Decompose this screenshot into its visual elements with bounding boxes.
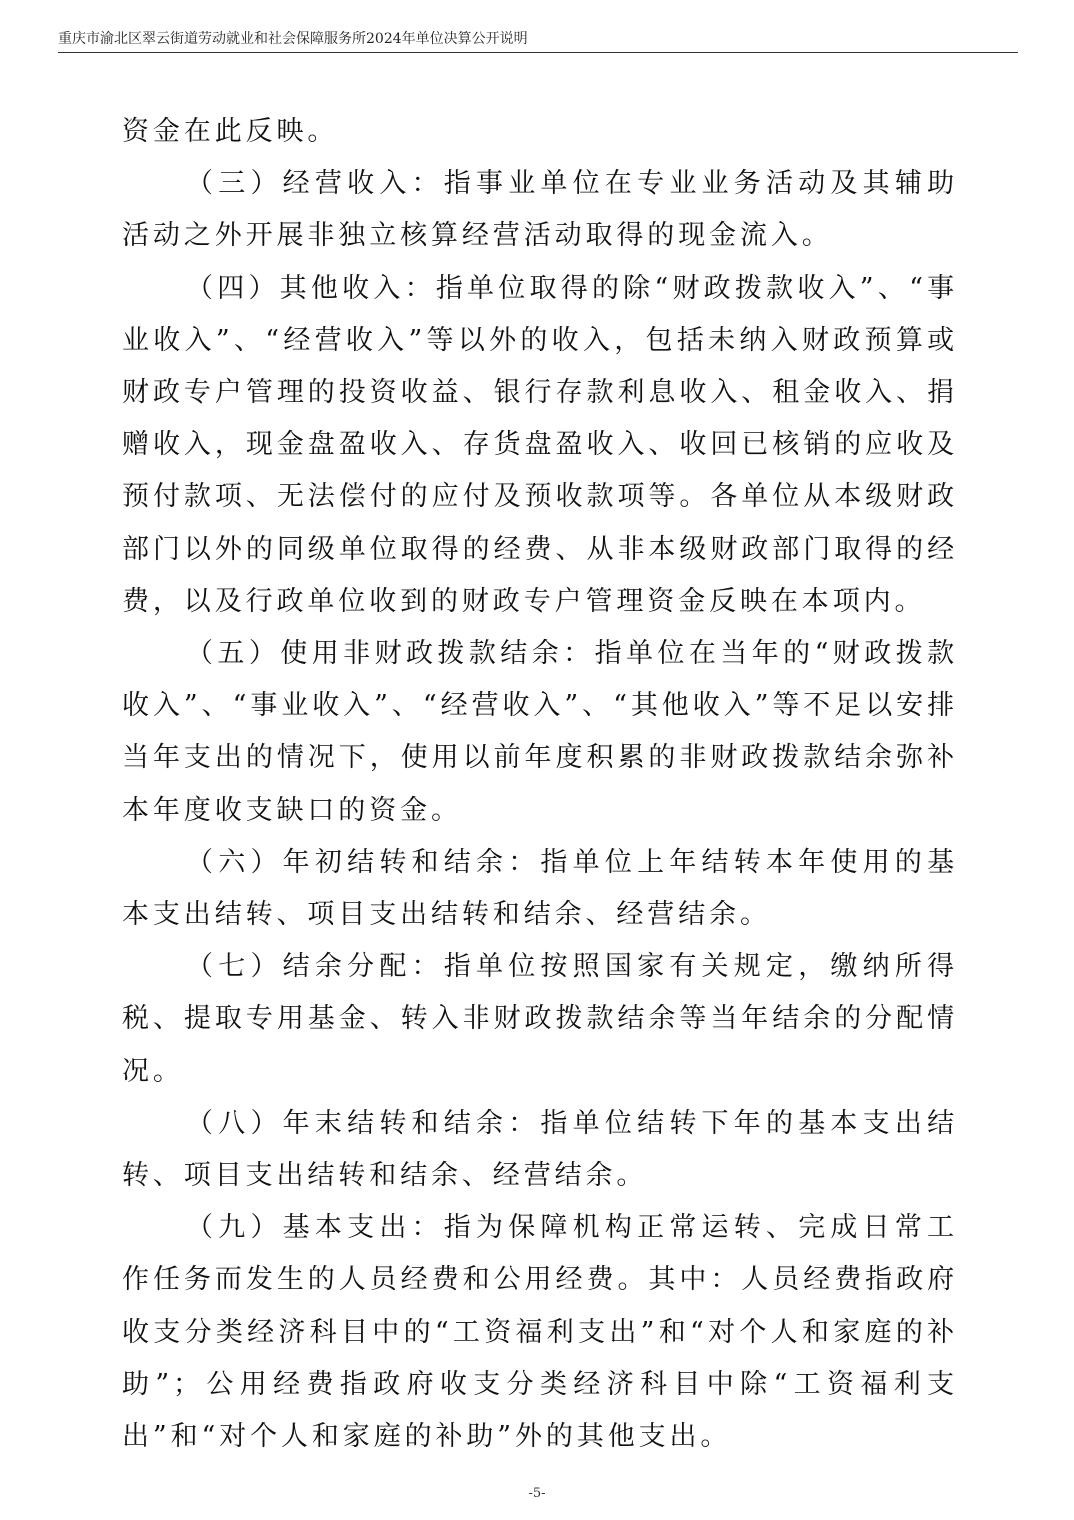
paragraph-beginning-carryover: （六）年初结转和结余：指单位上年结转本年使用的基本支出结转、项目支出结转和结余、经营结余。	[122, 846, 958, 931]
paragraph-other-income: （四）其他收入：指单位取得的除“财政拨款收入”、“事业收入”、“经营收入”等以外的收入，包括未纳入财政预算或财政专户管理的投资收益、银行存款利息收入、租金收入、捐赠收入，现金盘盈收入、存货盘盈收入、收回已核销的应收及预付款项、无法偿付的应付及预收款项等。各单位从本级财政部门以外的同级单位取得的经费、从非本级财政部门取得的经费，以及行政单位收到的财政专户管理资金反映在本项内。	[122, 272, 958, 617]
paragraph-operating-income: （三）经营收入：指事业单位在专业业务活动及其辅助活动之外开展非独立核算经营活动取得的现金流入。	[122, 168, 958, 252]
document-body	[122, 106, 958, 1463]
page-header: 重庆市渝北区翠云街道劳动就业和社会保障服务所2024年单位决算公开说明	[58, 31, 528, 47]
header-divider	[58, 52, 1018, 53]
paragraph-ending-carryover: （八）年末结转和结余：指单位结转下年的基本支出结转、项目支出结转和结余、经营结余。	[122, 1107, 958, 1192]
paragraph-surplus-distribution: （七）结余分配：指单位按照国家有关规定，缴纳所得税、提取专用基金、转入非财政拨款结余等当年结余的分配情况。	[122, 951, 958, 1087]
paragraph-basic-expenditure: （九）基本支出：指为保障机构正常运转、完成日常工作任务而发生的人员经费和公用经费。其中：人员经费指政府收支分类经济科目中的“工资福利支出”和“对个人和家庭的补助”；公用经费指政府收支分类经济科目中除“工资福利支出”和“对个人和家庭的补助”外的其他支出。	[122, 1212, 958, 1453]
paragraph-non-fiscal-balance: （五）使用非财政拨款结余：指单位在当年的“财政拨款收入”、“事业收入”、“经营收入”、“其他收入”等不足以安排当年支出的情况下，使用以前年度积累的非财政拨款结余弥补本年度收支缺口的资金。	[122, 638, 958, 826]
paragraph-continuation: 资金在此反映。	[122, 116, 339, 147]
page-number: -5-	[528, 1486, 546, 1501]
